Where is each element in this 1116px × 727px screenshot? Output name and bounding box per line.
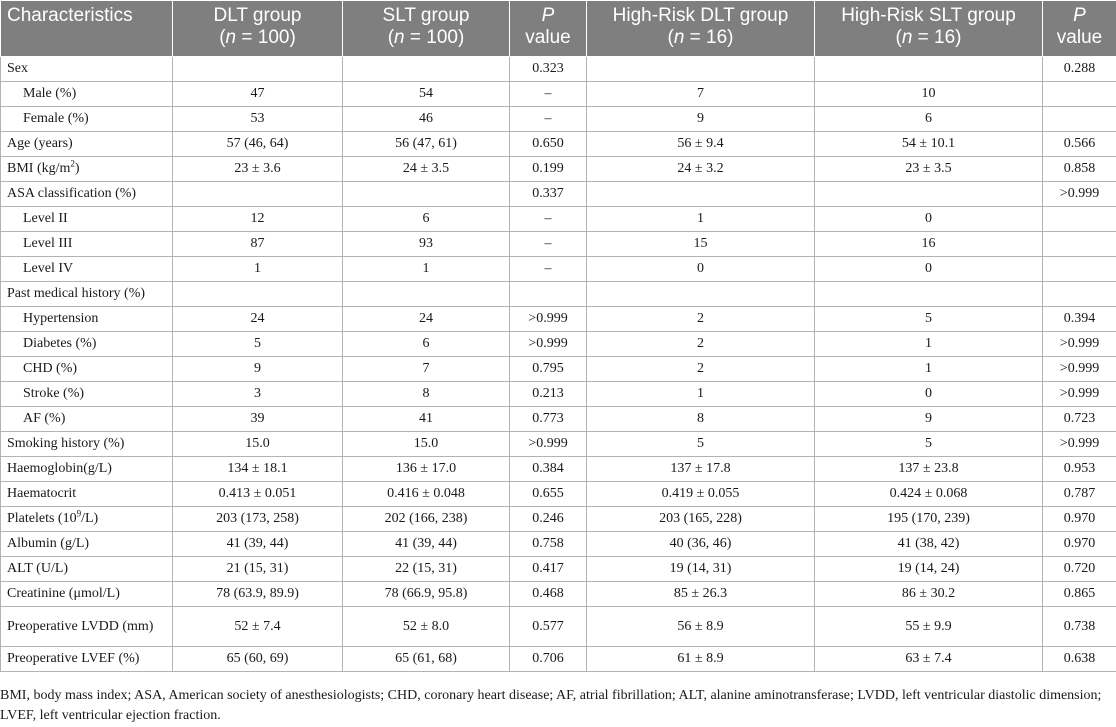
cell-characteristic bbox=[1, 357, 173, 382]
cell-high-risk-slt: 10 bbox=[815, 82, 1043, 107]
cell-characteristic bbox=[1, 582, 173, 607]
cell-high-risk-slt: 63 ± 7.4 bbox=[815, 647, 1043, 672]
cell-p-value-2 bbox=[1043, 282, 1116, 307]
cell-characteristic bbox=[1, 157, 173, 182]
cell-p-value-1: 0.655 bbox=[510, 482, 587, 507]
cell-characteristic bbox=[1, 307, 173, 332]
cell-dlt: 1 bbox=[173, 257, 343, 282]
characteristic-label: Preoperative LVEF (%) bbox=[7, 651, 140, 666]
table-row bbox=[1, 382, 1116, 407]
cell-p-value-1: 0.468 bbox=[510, 582, 587, 607]
cell-high-risk-dlt bbox=[587, 282, 815, 307]
cell-high-risk-dlt: 5 bbox=[587, 432, 815, 457]
table-row bbox=[1, 207, 1116, 232]
cell-high-risk-slt: 23 ± 3.5 bbox=[815, 157, 1043, 182]
cell-high-risk-slt: 1 bbox=[815, 357, 1043, 382]
cell-p-value-1: 0.650 bbox=[510, 132, 587, 157]
cell-slt: 8 bbox=[343, 382, 510, 407]
table-row bbox=[1, 457, 1116, 482]
header-row bbox=[1, 1, 1116, 57]
cell-p-value-2: 0.865 bbox=[1043, 582, 1116, 607]
cell-high-risk-slt bbox=[815, 57, 1043, 82]
cell-characteristic bbox=[1, 432, 173, 457]
characteristic-label: Platelets (10 bbox=[7, 511, 77, 526]
characteristic-label: Age (years) bbox=[7, 136, 73, 151]
cell-p-value-2: 0.787 bbox=[1043, 482, 1116, 507]
cell-high-risk-dlt: 1 bbox=[587, 207, 815, 232]
cell-dlt: 24 bbox=[173, 307, 343, 332]
characteristic-label: Female (%) bbox=[23, 111, 89, 126]
cell-high-risk-slt: 195 (170, 239) bbox=[815, 507, 1043, 532]
cell-high-risk-slt: 54 ± 10.1 bbox=[815, 132, 1043, 157]
cell-high-risk-slt: 0 bbox=[815, 257, 1043, 282]
cell-high-risk-dlt: 0 bbox=[587, 257, 815, 282]
table-row bbox=[1, 257, 1116, 282]
cell-dlt: 87 bbox=[173, 232, 343, 257]
cell-slt: 46 bbox=[343, 107, 510, 132]
cell-p-value-1: 0.417 bbox=[510, 557, 587, 582]
cell-characteristic bbox=[1, 457, 173, 482]
cell-characteristic bbox=[1, 257, 173, 282]
cell-characteristic bbox=[1, 507, 173, 532]
cell-high-risk-dlt: 2 bbox=[587, 307, 815, 332]
cell-dlt: 9 bbox=[173, 357, 343, 382]
cell-slt: 78 (66.9, 95.8) bbox=[343, 582, 510, 607]
cell-slt: 52 ± 8.0 bbox=[343, 607, 510, 647]
cell-slt bbox=[343, 57, 510, 82]
characteristic-label: Male (%) bbox=[23, 86, 77, 101]
table-row bbox=[1, 157, 1116, 182]
characteristic-label-suffix: /L) bbox=[81, 511, 99, 526]
cell-slt: 93 bbox=[343, 232, 510, 257]
cell-p-value-1: 0.323 bbox=[510, 57, 587, 82]
cell-dlt: 12 bbox=[173, 207, 343, 232]
cell-slt: 41 bbox=[343, 407, 510, 432]
cell-dlt: 5 bbox=[173, 332, 343, 357]
cell-slt: 15.0 bbox=[343, 432, 510, 457]
cell-p-value-2: 0.858 bbox=[1043, 157, 1116, 182]
header-high-risk-dlt-group: High-Risk DLT group (n = 16) bbox=[587, 1, 815, 57]
cell-characteristic bbox=[1, 282, 173, 307]
cell-high-risk-slt: 5 bbox=[815, 307, 1043, 332]
cell-p-value-1: 0.577 bbox=[510, 607, 587, 647]
cell-p-value-2: >0.999 bbox=[1043, 182, 1116, 207]
cell-p-value-2: 0.723 bbox=[1043, 407, 1116, 432]
cell-p-value-2: >0.999 bbox=[1043, 382, 1116, 407]
header-dlt-group: DLT group (n = 100) bbox=[173, 1, 343, 57]
cell-slt: 7 bbox=[343, 357, 510, 382]
header-p-value-1: P value bbox=[510, 1, 587, 57]
cell-p-value-2: 0.970 bbox=[1043, 532, 1116, 557]
cell-slt: 54 bbox=[343, 82, 510, 107]
cell-high-risk-slt: 19 (14, 24) bbox=[815, 557, 1043, 582]
cell-slt: 6 bbox=[343, 207, 510, 232]
cell-high-risk-dlt: 1 bbox=[587, 382, 815, 407]
characteristic-label: BMI (kg/m bbox=[7, 161, 71, 176]
cell-p-value-1: 0.758 bbox=[510, 532, 587, 557]
cell-p-value-1: 0.795 bbox=[510, 357, 587, 382]
cell-p-value-2 bbox=[1043, 232, 1116, 257]
cell-slt bbox=[343, 282, 510, 307]
cell-p-value-1: 0.199 bbox=[510, 157, 587, 182]
cell-high-risk-dlt: 19 (14, 31) bbox=[587, 557, 815, 582]
cell-high-risk-dlt: 0.419 ± 0.055 bbox=[587, 482, 815, 507]
cell-high-risk-dlt: 56 ± 8.9 bbox=[587, 607, 815, 647]
cell-characteristic bbox=[1, 182, 173, 207]
table-row bbox=[1, 482, 1116, 507]
characteristic-label: ALT (U/L) bbox=[7, 561, 69, 576]
characteristic-label: Sex bbox=[7, 61, 28, 76]
cell-p-value-1: – bbox=[510, 207, 587, 232]
cell-characteristic bbox=[1, 132, 173, 157]
table-row bbox=[1, 357, 1116, 382]
cell-p-value-2: 0.638 bbox=[1043, 647, 1116, 672]
table-row bbox=[1, 532, 1116, 557]
cell-characteristic bbox=[1, 332, 173, 357]
cell-slt: 22 (15, 31) bbox=[343, 557, 510, 582]
cell-p-value-2: 0.738 bbox=[1043, 607, 1116, 647]
cell-p-value-2: >0.999 bbox=[1043, 432, 1116, 457]
table-row bbox=[1, 107, 1116, 132]
cell-characteristic bbox=[1, 382, 173, 407]
cell-characteristic bbox=[1, 57, 173, 82]
cell-high-risk-slt: 1 bbox=[815, 332, 1043, 357]
characteristic-label-superscript: 2 bbox=[70, 158, 75, 169]
cell-slt: 6 bbox=[343, 332, 510, 357]
table-row bbox=[1, 282, 1116, 307]
characteristic-label: Stroke (%) bbox=[23, 386, 85, 401]
cell-dlt: 3 bbox=[173, 382, 343, 407]
characteristic-label: Diabetes (%) bbox=[23, 336, 97, 351]
cell-dlt: 65 (60, 69) bbox=[173, 647, 343, 672]
cell-p-value-1: – bbox=[510, 82, 587, 107]
cell-p-value-1: – bbox=[510, 107, 587, 132]
characteristic-label: ASA classification (%) bbox=[7, 186, 137, 201]
cell-characteristic bbox=[1, 647, 173, 672]
table-row bbox=[1, 607, 1116, 647]
cell-p-value-2: 0.566 bbox=[1043, 132, 1116, 157]
cell-slt bbox=[343, 182, 510, 207]
cell-high-risk-slt: 16 bbox=[815, 232, 1043, 257]
characteristic-label: Preoperative LVDD (mm) bbox=[7, 618, 154, 634]
cell-characteristic bbox=[1, 607, 173, 647]
cell-p-value-1 bbox=[510, 282, 587, 307]
table-row bbox=[1, 307, 1116, 332]
table-row bbox=[1, 507, 1116, 532]
cell-p-value-1: >0.999 bbox=[510, 307, 587, 332]
header-high-risk-slt-group: High-Risk SLT group (n = 16) bbox=[815, 1, 1043, 57]
table-row bbox=[1, 582, 1116, 607]
table-row bbox=[1, 557, 1116, 582]
table-row bbox=[1, 232, 1116, 257]
cell-dlt: 53 bbox=[173, 107, 343, 132]
cell-high-risk-slt: 0.424 ± 0.068 bbox=[815, 482, 1043, 507]
header-characteristics: Characteristics bbox=[1, 1, 173, 57]
cell-high-risk-slt bbox=[815, 282, 1043, 307]
cell-dlt: 47 bbox=[173, 82, 343, 107]
cell-characteristic bbox=[1, 232, 173, 257]
cell-p-value-1: – bbox=[510, 257, 587, 282]
cell-p-value-1: – bbox=[510, 232, 587, 257]
characteristic-label: Past medical history (%) bbox=[7, 286, 146, 301]
table-row bbox=[1, 57, 1116, 82]
cell-p-value-1: 0.213 bbox=[510, 382, 587, 407]
cell-p-value-2: 0.953 bbox=[1043, 457, 1116, 482]
cell-p-value-1: 0.773 bbox=[510, 407, 587, 432]
cell-high-risk-dlt: 7 bbox=[587, 82, 815, 107]
cell-high-risk-dlt: 61 ± 8.9 bbox=[587, 647, 815, 672]
cell-slt: 0.416 ± 0.048 bbox=[343, 482, 510, 507]
cell-p-value-2: 0.720 bbox=[1043, 557, 1116, 582]
cell-high-risk-slt bbox=[815, 182, 1043, 207]
table-row bbox=[1, 332, 1116, 357]
cell-dlt: 52 ± 7.4 bbox=[173, 607, 343, 647]
cell-p-value-2 bbox=[1043, 107, 1116, 132]
cell-high-risk-dlt: 40 (36, 46) bbox=[587, 532, 815, 557]
cell-dlt bbox=[173, 182, 343, 207]
cell-dlt: 203 (173, 258) bbox=[173, 507, 343, 532]
characteristic-label: CHD (%) bbox=[23, 361, 78, 376]
characteristic-label: Hypertension bbox=[23, 311, 99, 326]
cell-characteristic bbox=[1, 82, 173, 107]
characteristic-label: Haemoglobin(g/L) bbox=[7, 461, 112, 476]
cell-slt: 136 ± 17.0 bbox=[343, 457, 510, 482]
cell-p-value-2: 0.394 bbox=[1043, 307, 1116, 332]
cell-characteristic bbox=[1, 532, 173, 557]
characteristic-label: Level III bbox=[23, 236, 73, 251]
cell-dlt bbox=[173, 282, 343, 307]
header-p-value-2: P value bbox=[1043, 1, 1116, 57]
table-header bbox=[1, 1, 1116, 57]
cell-high-risk-dlt: 2 bbox=[587, 357, 815, 382]
characteristic-label-superscript: 9 bbox=[76, 508, 82, 519]
cell-slt: 24 ± 3.5 bbox=[343, 157, 510, 182]
cell-p-value-1: 0.337 bbox=[510, 182, 587, 207]
cell-high-risk-slt: 5 bbox=[815, 432, 1043, 457]
cell-slt: 56 (47, 61) bbox=[343, 132, 510, 157]
characteristic-label: Albumin (g/L) bbox=[7, 536, 90, 551]
cell-slt: 202 (166, 238) bbox=[343, 507, 510, 532]
cell-dlt: 23 ± 3.6 bbox=[173, 157, 343, 182]
cell-dlt: 15.0 bbox=[173, 432, 343, 457]
table-row bbox=[1, 432, 1116, 457]
cell-high-risk-dlt: 137 ± 17.8 bbox=[587, 457, 815, 482]
table-footnote: BMI, body mass index; ASA, American society of anesthesiologists; CHD, coronary heart disease; AF, atrial fibrillation; ALT, alanine aminotransferase; LVDD, left ventricular diastolic dimension; LVEF, left ventricular ejection fraction. bbox=[0, 688, 1102, 723]
cell-characteristic bbox=[1, 557, 173, 582]
cell-high-risk-slt: 55 ± 9.9 bbox=[815, 607, 1043, 647]
characteristic-label: Haematocrit bbox=[7, 486, 77, 501]
cell-high-risk-slt: 41 (38, 42) bbox=[815, 532, 1043, 557]
table-row bbox=[1, 407, 1116, 432]
cell-p-value-1: 0.384 bbox=[510, 457, 587, 482]
cell-dlt: 78 (63.9, 89.9) bbox=[173, 582, 343, 607]
table-body bbox=[1, 57, 1116, 672]
cell-p-value-1: >0.999 bbox=[510, 432, 587, 457]
cell-dlt: 0.413 ± 0.051 bbox=[173, 482, 343, 507]
cell-p-value-1: >0.999 bbox=[510, 332, 587, 357]
header-slt-group: SLT group (n = 100) bbox=[343, 1, 510, 57]
cell-dlt: 21 (15, 31) bbox=[173, 557, 343, 582]
cell-dlt bbox=[173, 57, 343, 82]
cell-dlt: 41 (39, 44) bbox=[173, 532, 343, 557]
cell-dlt: 39 bbox=[173, 407, 343, 432]
cell-p-value-2: >0.999 bbox=[1043, 357, 1116, 382]
characteristic-label: Smoking history (%) bbox=[7, 436, 125, 451]
cell-dlt: 57 (46, 64) bbox=[173, 132, 343, 157]
characteristic-label: Level II bbox=[23, 211, 68, 226]
cell-high-risk-slt: 9 bbox=[815, 407, 1043, 432]
cell-high-risk-dlt: 203 (165, 228) bbox=[587, 507, 815, 532]
cell-slt: 1 bbox=[343, 257, 510, 282]
characteristic-label: AF (%) bbox=[23, 411, 66, 426]
cell-high-risk-dlt: 2 bbox=[587, 332, 815, 357]
table-row bbox=[1, 82, 1116, 107]
cell-characteristic bbox=[1, 407, 173, 432]
cell-high-risk-dlt: 85 ± 26.3 bbox=[587, 582, 815, 607]
characteristic-label-suffix: ) bbox=[74, 161, 80, 176]
cell-dlt: 134 ± 18.1 bbox=[173, 457, 343, 482]
table-row bbox=[1, 182, 1116, 207]
cell-p-value-2: >0.999 bbox=[1043, 332, 1116, 357]
cell-high-risk-slt: 0 bbox=[815, 382, 1043, 407]
cell-high-risk-slt: 6 bbox=[815, 107, 1043, 132]
cell-high-risk-slt: 86 ± 30.2 bbox=[815, 582, 1043, 607]
cell-p-value-1: 0.246 bbox=[510, 507, 587, 532]
cell-high-risk-dlt bbox=[587, 182, 815, 207]
cell-high-risk-slt: 137 ± 23.8 bbox=[815, 457, 1043, 482]
cell-characteristic bbox=[1, 482, 173, 507]
cell-p-value-2: 0.288 bbox=[1043, 57, 1116, 82]
cell-high-risk-dlt: 8 bbox=[587, 407, 815, 432]
cell-high-risk-slt: 0 bbox=[815, 207, 1043, 232]
table-row bbox=[1, 132, 1116, 157]
characteristic-label: Level IV bbox=[23, 261, 74, 276]
cell-slt: 24 bbox=[343, 307, 510, 332]
cell-characteristic bbox=[1, 107, 173, 132]
cell-high-risk-dlt: 15 bbox=[587, 232, 815, 257]
cell-p-value-2 bbox=[1043, 207, 1116, 232]
cell-high-risk-dlt: 9 bbox=[587, 107, 815, 132]
characteristic-label: Creatinine (μmol/L) bbox=[7, 586, 120, 601]
cell-p-value-2: 0.970 bbox=[1043, 507, 1116, 532]
cell-p-value-1: 0.706 bbox=[510, 647, 587, 672]
cell-p-value-2 bbox=[1043, 82, 1116, 107]
cell-high-risk-dlt: 56 ± 9.4 bbox=[587, 132, 815, 157]
cell-slt: 41 (39, 44) bbox=[343, 532, 510, 557]
cell-high-risk-dlt bbox=[587, 57, 815, 82]
cell-p-value-2 bbox=[1043, 257, 1116, 282]
cell-slt: 65 (61, 68) bbox=[343, 647, 510, 672]
table-row bbox=[1, 647, 1116, 672]
cell-high-risk-dlt: 24 ± 3.2 bbox=[587, 157, 815, 182]
cell-characteristic bbox=[1, 207, 173, 232]
